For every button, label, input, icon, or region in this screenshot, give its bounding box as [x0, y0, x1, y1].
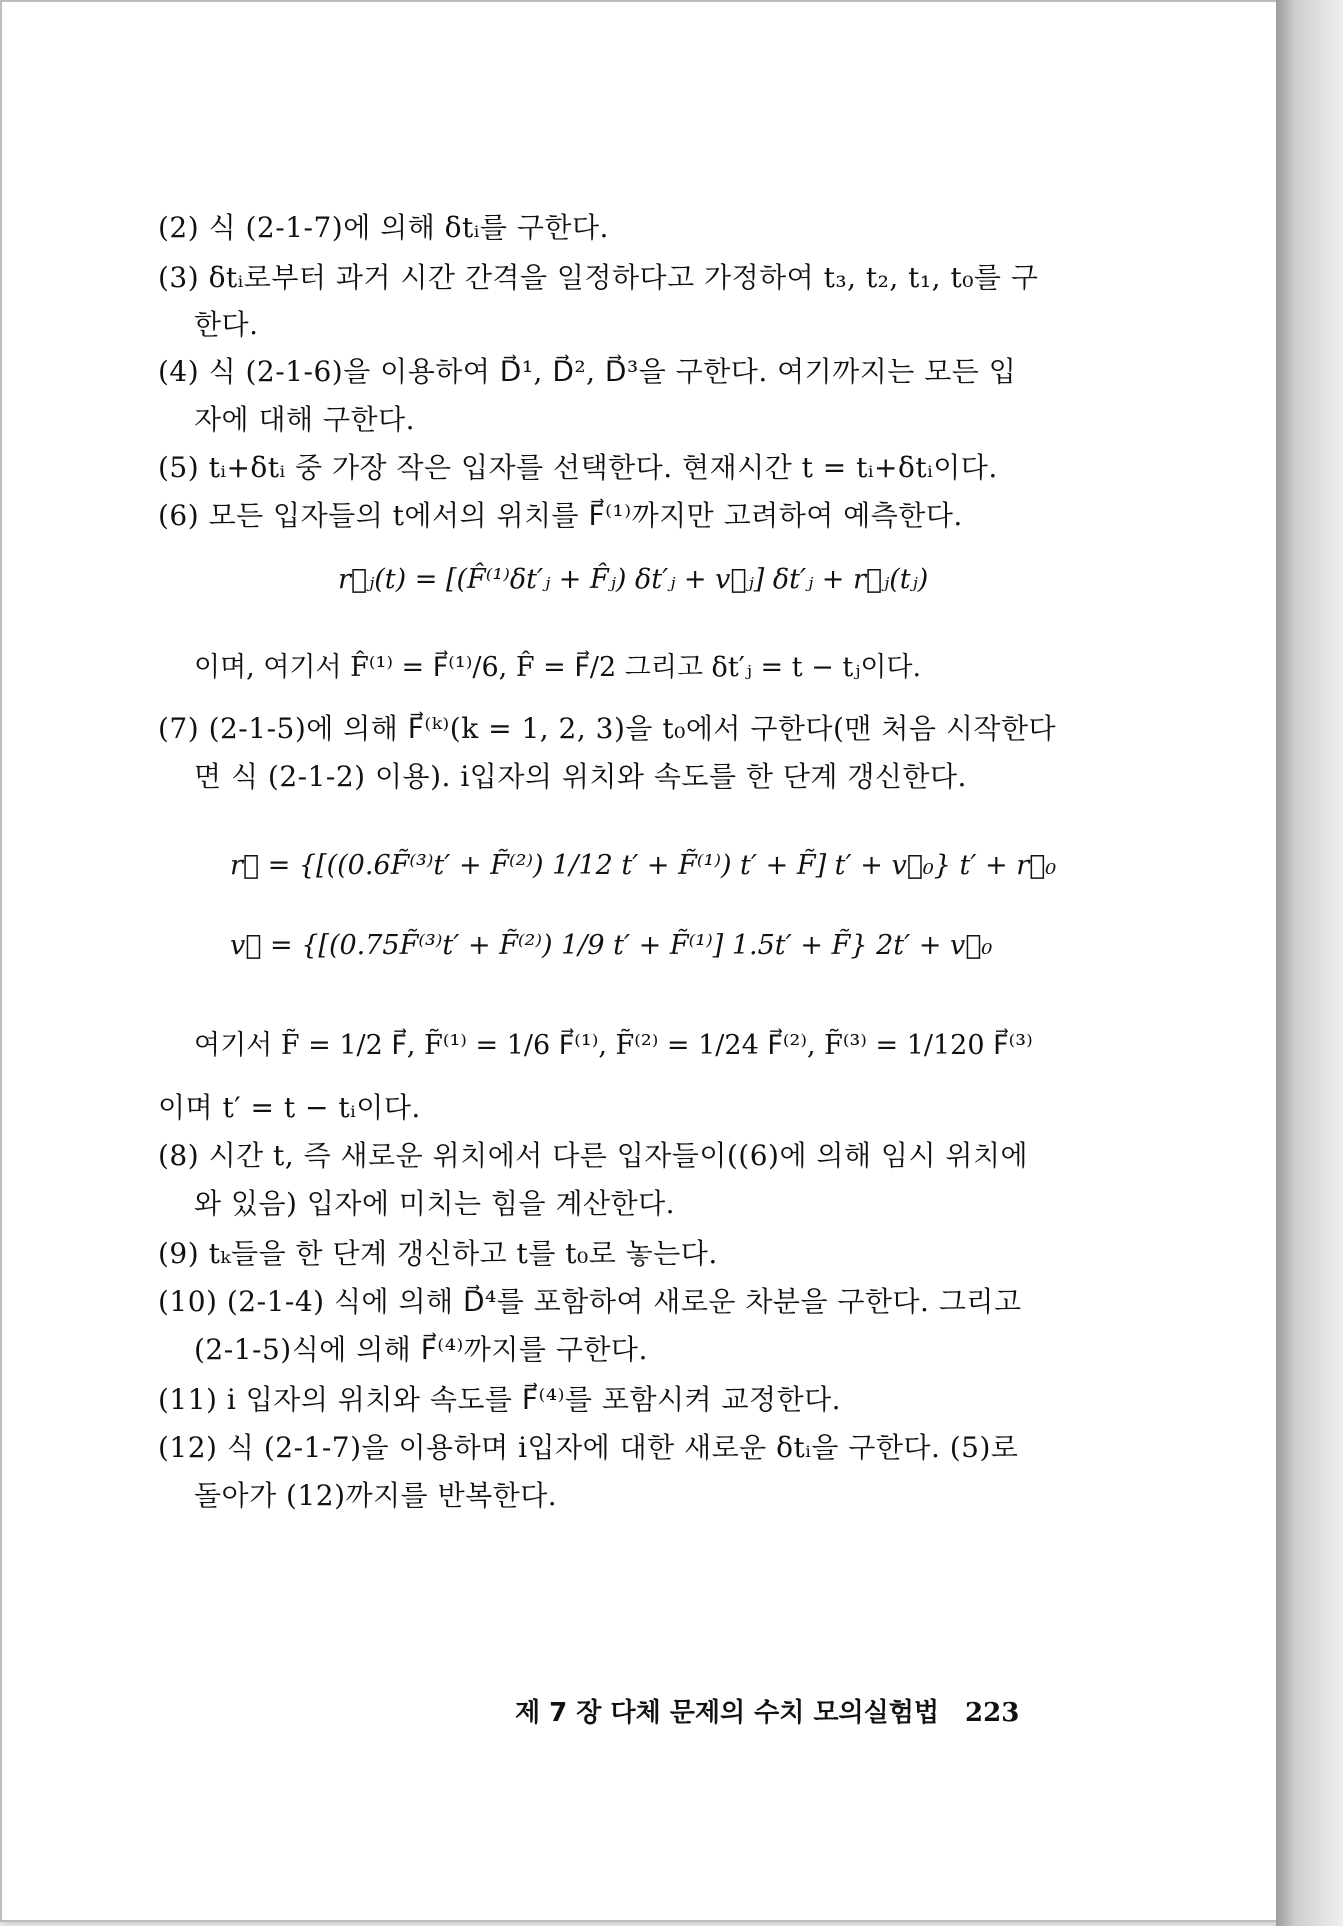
equation-position-update: r⃗ = {[((0.6F̃⁽³⁾t′ + F̃⁽²⁾) 1/12 t′ + F̃⁽¹⁾) t′ + F̃] t′ + v⃗₀} t′ + r⃗₀: [230, 850, 1057, 881]
step-4: (4) 식 (2-1-6)을 이용하여 D⃗¹, D⃗², D⃗³을 구한다. 여기까지는 모든 입: [158, 355, 1017, 388]
step-3: (3) δtᵢ로부터 과거 시간 간격을 일정하다고 가정하여 t₃, t₂, t₁, t₀를 구: [158, 261, 1039, 294]
step-9: (9) tₖ들을 한 단계 갱신하고 t를 t₀로 놓는다.: [158, 1237, 718, 1270]
page-number: 223: [965, 1698, 1020, 1728]
page-footer: [515, 1693, 1019, 1733]
step-12-cont: 돌아가 (12)까지를 반복한다.: [194, 1479, 558, 1512]
step-11: (11) i 입자의 위치와 속도를 F⃗⁽⁴⁾를 포함시켜 교정한다.: [158, 1383, 842, 1416]
step-2: (2) 식 (2-1-7)에 의해 δtᵢ를 구한다.: [158, 211, 609, 244]
chapter-title: 제 7 장 다체 문제의 수치 모의실험법: [515, 1698, 940, 1728]
step-12: (12) 식 (2-1-7)을 이용하며 i입자에 대한 새로운 δtᵢ을 구한다. (5)로: [158, 1431, 1019, 1464]
equation-predict-position: r⃗ⱼ(t) = [(F̂⁽¹⁾δt′ⱼ + F̂ⱼ) δt′ⱼ + v⃗ⱼ] δt′ⱼ + r⃗ⱼ(tⱼ): [338, 564, 929, 595]
t-prime-definition: 이며 t′ = t − tᵢ이다.: [158, 1091, 421, 1124]
step-10-cont: (2-1-5)식에 의해 F⃗⁽⁴⁾까지를 구한다.: [194, 1333, 648, 1366]
equation-velocity-update: v⃗ = {[(0.75F̃⁽³⁾t′ + F̃⁽²⁾) 1/9 t′ + F̃⁽¹⁾] 1.5t′ + F̃} 2t′ + v⃗₀: [230, 930, 993, 961]
step-7: (7) (2-1-5)에 의해 F⃗⁽ᵏ⁾(k = 1, 2, 3)을 t₀에서 구한다(맨 처음 시작한다: [158, 712, 1057, 745]
step-6: (6) 모든 입자들의 t에서의 위치를 F⃗⁽¹⁾까지만 고려하여 예측한다.: [158, 499, 963, 532]
page-edge-shadow: [1276, 0, 1343, 1926]
step-8-cont: 와 있음) 입자에 미치는 힘을 계산한다.: [194, 1187, 676, 1220]
equation-definitions-1: 이며, 여기서 F̂⁽¹⁾ = F⃗⁽¹⁾/6, F̂ = F⃗/2 그리고 δt′ⱼ = t − tⱼ이다.: [194, 652, 922, 683]
step-10: (10) (2-1-4) 식에 의해 D⃗⁴를 포함하여 새로운 차분을 구한다. 그리고: [158, 1285, 1022, 1318]
step-3-cont: 한다.: [194, 308, 259, 341]
step-8: (8) 시간 t, 즉 새로운 위치에서 다른 입자들이((6)에 의해 임시 위치에: [158, 1139, 1029, 1172]
step-5: (5) tᵢ+δtᵢ 중 가장 작은 입자를 선택한다. 현재시간 t = tᵢ+δtᵢ이다.: [158, 451, 998, 484]
step-4-cont: 자에 대해 구한다.: [194, 403, 416, 436]
step-7-cont: 면 식 (2-1-2) 이용). i입자의 위치와 속도를 한 단계 갱신한다.: [194, 760, 967, 793]
equation-definitions-2: 여기서 F̃ = 1/2 F⃗, F̃⁽¹⁾ = 1/6 F⃗⁽¹⁾, F̃⁽²⁾ = 1/24 F⃗⁽²⁾, F̃⁽³⁾ = 1/120 F⃗⁽³⁾: [194, 1030, 1033, 1061]
